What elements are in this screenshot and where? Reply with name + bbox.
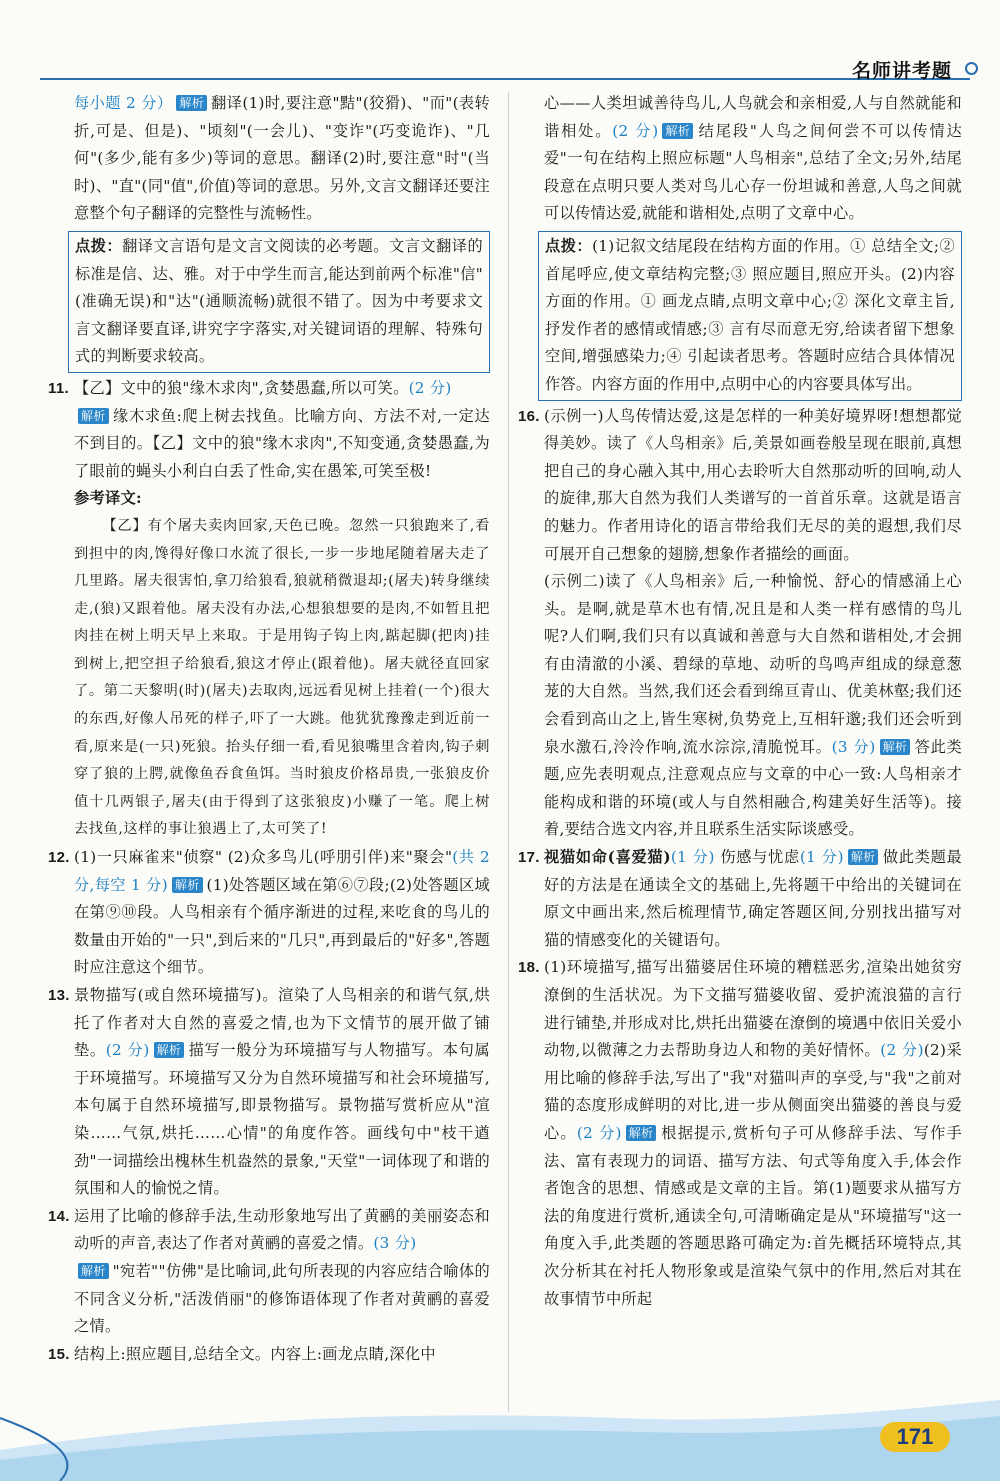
q10-answer (74, 90, 490, 228)
score: (2 分) (576, 1123, 622, 1142)
analysis-tag: 解析 (172, 877, 203, 893)
analysis-tag: 解析 (154, 1042, 185, 1058)
score: 每小题 2 分） (74, 94, 173, 112)
analysis-text: 答此类题,应先表明观点,注意观点应与文章的中心一致:人鸟相亲才能构成和谐的环境(或人与自然相融合,构建美好生活等)。接着,要结合选文内容,并且联系生活实际谈感受。 (544, 737, 963, 839)
analysis-text: 缘木求鱼:爬上树去找鱼。比喻方向、方法不对,一定达不到目的。【乙】文中的狼"缘木求肉",不知变通,贪婪愚蠢,为了眼前的蝇头小利白白丢了性命,实在愚笨,可笑至极! (74, 406, 490, 480)
analysis-text: "宛若""仿佛"是比喻词,此句所表现的内容应结合喻体的不同含义分析,"活泼俏丽"的修饰语体现了作者对黄鹂的喜爱之情。 (74, 1261, 490, 1336)
score: (共 2 分,每空 1 分) (74, 848, 490, 894)
score: (2 分) (105, 1041, 150, 1060)
circle-icon (965, 62, 978, 75)
answer-text: 景物描写(或自然环境描写)。渲染了人鸟相亲的和谐气氛,烘托了作者对大自然的喜爱之情,也为下文情节的展开做了铺垫。 (74, 986, 490, 1060)
tip-box (538, 231, 962, 401)
score: (3 分) (831, 737, 876, 756)
answer-text: 运用了比喻的修辞手法,生动形象地写出了黄鹂的美丽姿态和动听的声音,表达了作者对黄鹂的喜爱之情。 (74, 1206, 490, 1253)
answer-text: 视猫如命(喜爱猫) (544, 848, 671, 867)
score: (2 分) (408, 378, 452, 397)
question-number: 14. (48, 1207, 70, 1225)
question-15 (48, 1341, 490, 1369)
tip-box (68, 231, 490, 373)
analysis-text: 做此类题最好的方法是在通读全文的基础上,先将题干中给出的关键词在原文中画出来,然后梳理情节,确定答题区间,分别找出描写对猫的情感变化的关键语句。 (544, 848, 963, 949)
column-divider (508, 92, 509, 1412)
answer-text-2: (2)采用比喻的修辞手法,写出了"我"对猫叫声的享受,与"我"之前对猫的态度形成鲜明的对比,进一步从侧面突出猫婆的善良与爱心。 (544, 1041, 962, 1142)
answer-text: (1)环境描写,描写出猫婆居住环境的糟糕恶劣,渲染出她贫穷潦倒的生活状况。为下文描写猫婆收留、爱护流浪猫的言行进行铺垫,并形成对比,烘托出猫婆在潦倒的境遇中依旧关爱小动物,以微薄之力去帮助身边人和物的美好情怀。 (544, 958, 962, 1060)
analysis-text: 描写一般分为环境描写与人物描写。本句属于环境描写。环境描写又分为自然环境描写和社会环境描写,本句属于自然环境描写,即景物描写。景物描写赏析应从"渲染……气氛,烘托……心情"的角度作答。画线句中"枝干遒劲"一词描绘出槐林生机盎然的景象,"天堂"一词体现了和谐的氛围和人的愉悦之情。 (74, 1041, 491, 1198)
question-11 (48, 375, 490, 844)
analysis-text: (1)处答题区域在第⑥⑦段;(2)处答题区域在第⑨⑩段。人鸟相亲有个循序渐进的过程,来吃食的鸟儿的数量由开始的"一只",到后来的"几只",再到最后的"好多",答题时应注意这个细节。 (74, 875, 490, 977)
analysis-text: 根据提示,赏析句子可从修辞手法、写作手法、富有表现力的词语、描写方法、句式等角度入手,体会作者饱含的思想、情感或是文章的主旨。第(1)题要求从描写方法的角度进行赏析,通读全句,可清晰确定是从"环境描写"这一角度入手,此类题的答题思路可确定为:首先概括环境特点,其次分析其在衬托人物形象或是渲染气氛中的作用,然后对其在故事情节中所起 (544, 1123, 962, 1308)
analysis-tag: 解析 (848, 849, 879, 865)
score: (3 分) (373, 1234, 417, 1253)
analysis-tag: 解析 (176, 95, 207, 111)
question-16 (518, 403, 963, 845)
page-number: 171 (880, 1422, 950, 1452)
score: (2 分) (612, 121, 659, 140)
question-number: 11. (48, 379, 69, 397)
answer-text: 心——人类坦诚善待鸟儿,人鸟就会和亲相爱,人与自然就能和谐相处。 (544, 94, 962, 140)
right-column (518, 90, 963, 1313)
score: (2 分) (880, 1041, 924, 1060)
analysis-text: 结尾段"人鸟之间何尝不可以传情达爱"一句在结构上照应标题"人鸟相亲",总结了全文;另外,结尾段意在点明只要人类对鸟儿心存一份坦诚和善意,人鸟之间就可以传情达爱,就能和谐相处,点明了文章中心。 (544, 121, 962, 223)
header-rule (40, 78, 970, 80)
footer-wave (0, 1400, 1000, 1481)
question-number: 16. (518, 407, 540, 425)
tip-text: 翻译文言语句是文言文阅读的必考题。文言文翻译的标准是信、达、雅。对于中学生而言,能达到前两个标准"信"(准确无误)和"达"(通顺流畅)就很不错了。因为中考要求文言文翻译要直译,讲究字字落实,对关键词语的理解、特殊句式的判断要求较高。 (75, 236, 483, 366)
question-number: 18. (518, 959, 540, 977)
analysis-tag: 解析 (78, 408, 109, 424)
answer-text-2: 伤感与忧虑 (720, 848, 800, 867)
question-14 (48, 1203, 490, 1341)
question-13 (48, 982, 491, 1203)
analysis-tag: 解析 (880, 739, 911, 755)
answer-text: 【乙】文中的狼"缘木求肉",贪婪愚蠢,所以可笑。 (74, 378, 409, 397)
reference-title: 参考译文: (74, 489, 142, 508)
answer-text: (1)一只麻雀来"侦察" (2)众多鸟儿(呼朋引伴)来"聚会" (74, 848, 453, 867)
score: (1 分) (670, 848, 715, 867)
score: (1 分) (799, 848, 844, 867)
reference-translation: 【乙】有个屠夫卖肉回家,天色已晚。忽然一只狼跑来了,看到担中的肉,馋得好像口水流了很长,一步一步地尾随着屠夫走了几里路。屠夫很害怕,拿刀给狼看,狼就稍微退却;(屠夫)转身继续走,(狼)又跟着他。屠夫没有办法,心想狼想要的是肉,不如暂且把肉挂在树上明天早上来取。于是用钩子钩上肉,踮起脚(把肉)挂到树上,把空担子给狼看,狼这才停止(跟着他)。屠夫就径直回家了。第二天黎明(时)(屠夫)去取肉,远远看见树上挂着(一个)很大的东西,好像人吊死的样子,吓了一大跳。他犹犹豫豫走到近前一看,原来是(一只)死狼。抬头仔细一看,看见狼嘴里含着肉,钩子刺穿了狼的上腭,就像鱼吞食鱼饵。当时狼皮价格昂贵,一张狼皮价值十几两银子,屠夫(由于得到了这张狼皮)小赚了一笔。爬上树去找鱼,这样的事让狼遇上了,太可笑了! (74, 517, 490, 838)
tip-label: 点拨： (545, 236, 593, 255)
question-17 (518, 844, 963, 954)
tip-text: (1)记叙文结尾段在结构方面的作用。① 总结全文;② 首尾呼应,使文章结构完整;③ 照应题目,照应开头。(2)内容方面的作用。① 画龙点睛,点明文章中心;② 深化文章主旨,抒发作者的感情或情感;③ 言有尽而意无穷,给读者留下想象空间,增强感染力;④ 引起读者思考。答题时应结合具体情况作答。内容方面的作用中,点明中心的内容要具体写出。 (545, 236, 955, 393)
header-title: 名师讲考题 (851, 60, 952, 82)
question-12 (48, 844, 490, 982)
q15-continued (544, 90, 962, 228)
question-18 (518, 954, 962, 1313)
tip-label: 点拨： (75, 236, 123, 255)
question-number: 13. (48, 987, 70, 1004)
example-two: (示例二)读了《人鸟相亲》后,一种愉悦、舒心的情感涌上心头。是啊,就是草木也有情,况且是和人类一样有感情的鸟儿呢?人们啊,我们只有以真诚和善意与大自然和谐相处,才会拥有由清澈的小溪、碧绿的草地、动听的鸟鸣声组成的绿意葱茏的大自然。当然,我们还会看到绵亘青山、优美林壑;我们还会看到高山之上,皆生寒树,负势竞上,互相轩邈;我们还会听到泉水激石,泠泠作响,流水淙淙,清脆悦耳。 (544, 572, 962, 756)
analysis-tag: 解析 (78, 1263, 109, 1279)
question-number: 15. (48, 1345, 70, 1363)
question-number: 17. (518, 849, 540, 867)
answer-text: 结构上:照应题目,总结全文。内容上:画龙点睛,深化中 (74, 1344, 436, 1363)
analysis-tag: 解析 (662, 123, 693, 139)
analysis-text: 翻译(1)时,要注意"黠"(狡猾)、"而"(表转折,可是、但是)、"顷刻"(一会儿)、"变诈"(巧变诡诈)、"几何"(多少,能有多少)等词的意思。翻译(2)时,要注意"时"(当时)、"直"(同"值",价值)等词的意思。另外,文言文翻译还要注意整个句子翻译的完整性与流畅性。 (74, 94, 491, 223)
example-one: (示例一)人鸟传情达爱,这是怎样的一种美好境界呀!想想都觉得美妙。读了《人鸟相亲》后,美景如画卷般呈现在眼前,真想把自己的身心融入其中,用心去聆听大自然那动听的回响,动人的旋律,那大自然为我们人类谱写的一首首乐章。这就是语言的魅力。作者用诗化的语言带给我们无尽的美的遐想,我们尽可展开自己想象的翅膀,想象作者描绘的画面。 (544, 406, 962, 563)
analysis-tag: 解析 (626, 1125, 657, 1141)
question-number: 12. (48, 849, 70, 867)
left-column (48, 90, 491, 1368)
